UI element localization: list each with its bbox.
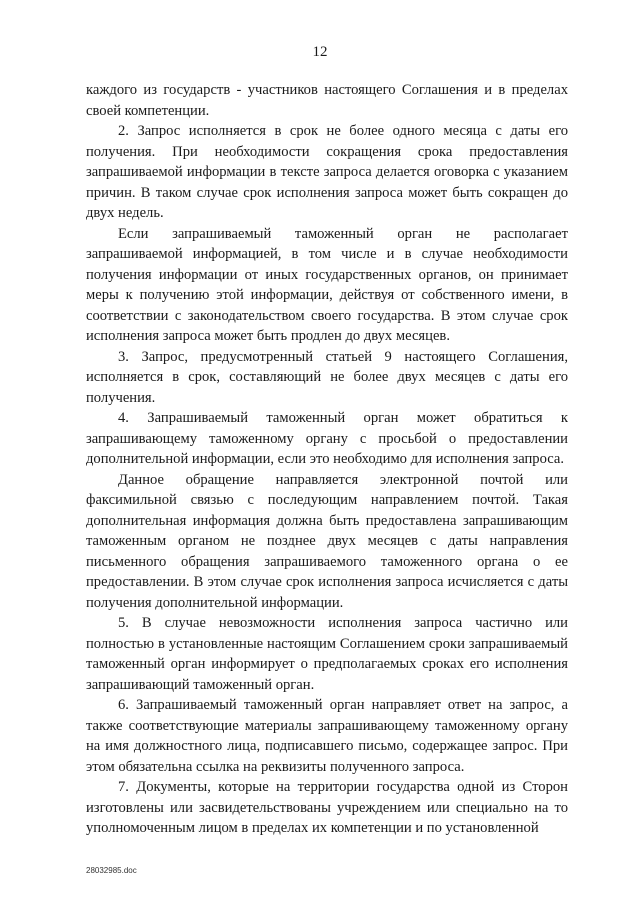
paragraph-clause-7: 7. Документы, которые на территории государства одной из Сторон изготовлены или засвидетельствованы учреждением или специально на то уполномоченным лицом в пределах их компетенции и по установленной xyxy=(86,779,568,836)
paragraph-clause-2: 2. Запрос исполняется в срок не более одного месяца с даты его получения. При необходимости сокращения срока предоставления запрашиваемой информации в тексте запроса делается оговорка с указанием причин. В таком случае срок исполнения запроса может быть сокращен до двух недель. xyxy=(86,123,568,221)
paragraph-clause-3: 3. Запрос, предусмотренный статьей 9 настоящего Соглашения, исполняется в срок, составляющий не более двух месяцев с даты его получения. xyxy=(86,348,568,406)
page-number: 12 xyxy=(312,44,328,60)
paragraph-continuation: каждого из государств - участников настоящего Соглашения и в пределах своей компетенции. xyxy=(86,82,568,119)
paragraph-clause-4-appeal: Данное обращение направляется электронной почтой или факсимильной связью с последующим направлением почтой. Такая дополнительная информация должна быть предоставлена запрашивающим таможенным органом не позднее двух месяцев с даты направления письменного обращения запрашиваемого таможенного органа о ее предоставлении. В этом случае срок исполнения запроса исчисляется с даты получения дополнительной информации. xyxy=(86,471,568,611)
paragraph-clause-4: 4. Запрашиваемый таможенный орган может обратиться к запрашивающему таможенному органу с просьбой о предоставлении дополнительной информации, если это необходимо для исполнения запроса. xyxy=(86,410,568,467)
footer-filename: 28032985.doc xyxy=(86,866,137,875)
paragraph-clause-5: 5. В случае невозможности исполнения запроса частично или полностью в установленные настоящим Соглашением сроки запрашиваемый таможенный орган информирует о предполагаемых сроках его исполнения запрашивающий таможенный орган. xyxy=(86,615,568,693)
paragraph-clause-6: 6. Запрашиваемый таможенный орган направляет ответ на запрос, а также соответствующие материалы запрашивающему таможенному органу на имя должностного лица, подписавшего письмо, содержащее запрос. При этом обязательна ссылка на реквизиты полученного запроса. xyxy=(86,697,568,775)
paragraph-clause-2-extension: Если запрашиваемый таможенный орган не располагает запрашиваемой информацией, в том числе и в случае необходимости получения информации от иных государственных органов, он принимает меры к получению этой информации, действуя от собственного имени, в соответствии с законодательством своего государства. В этом случае срок исполнения запроса может быть продлен до двух месяцев. xyxy=(86,225,568,344)
document-body xyxy=(86,80,568,839)
